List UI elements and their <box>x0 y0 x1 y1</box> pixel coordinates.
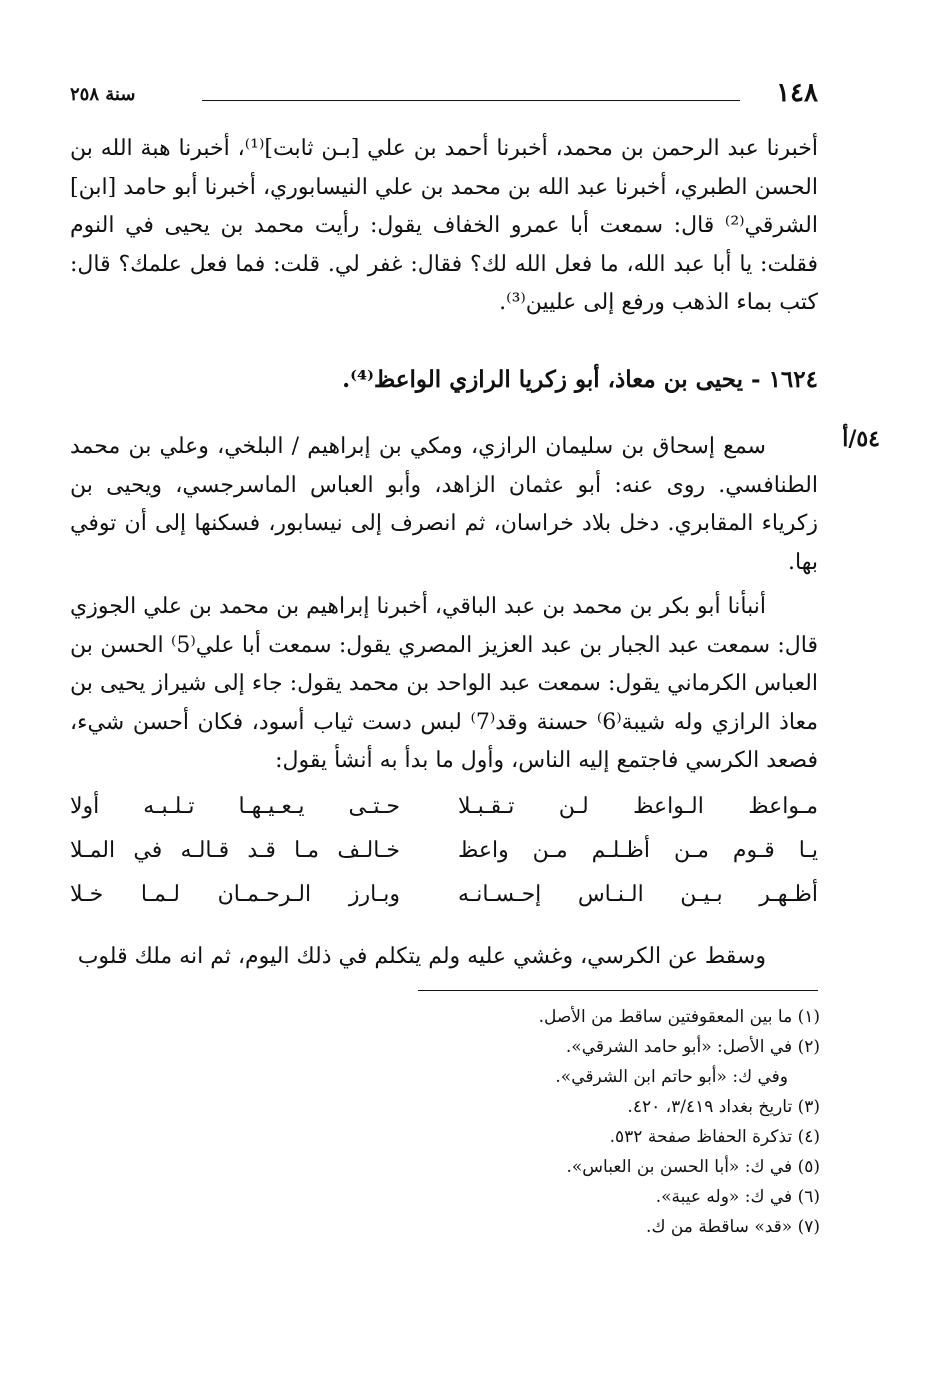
footnotes <box>300 1002 820 1242</box>
footnote: (٧) «قد» ساقطة من ك. <box>646 1217 820 1237</box>
footnote: (٤) تذكرة الحفاظ صفحة ٥٣٢. <box>609 1127 820 1147</box>
verse-second-hemistich: وبـارز الـرحـمـان لـمـا خـلا <box>70 882 400 907</box>
paragraph-2-text: سمع إسحاق بن سليمان الرازي، ومكي بن إبراهيم / البلخي، وعلي بن محمد الطنافسي. روى عنه: أبو عثمان الزاهد، وأبو العباس الماسرجسي، ويحيى بن زكرياء المقابري. دخل بلاد خراسان، ثم انصرف إلى نيسابور، فسكنها إلى أن توفي بها. <box>70 434 818 575</box>
footnote: (١) ما بين المعقوفتين ساقط من الأصل. <box>538 1007 820 1027</box>
verse-line <box>70 794 818 838</box>
paragraph-3-text: أنبأنا أبو بكر بن محمد بن عبد الباقي، أخبرنا إبراهيم بن محمد بن علي الجوزي قال: سمعت عبد الجبار بن عبد العزيز المصري يقول: سمعت أبا علي⁽5⁾ الحسن بن العباس الكرماني يقول: سمعت عبد الواحد بن محمد يقول: جاء إلى شيراز يحيى بن معاذ الرازي وله شيبة⁽6⁾ حسنة وقد⁽7⁾ لبس دست ثياب أسود، فكان أحسن شيء، فصعد الكرسي فاجتمع إليه الناس، وأول ما بدأ به أنشأ يقول: <box>70 594 819 773</box>
footnote: (٢) في الأصل: «أبو حامد الشرقي». <box>565 1037 820 1057</box>
footnote: (٦) في ك: «وله عيبة». <box>655 1187 820 1207</box>
footnote-continuation: وفي ك: «أبو حاتم ابن الشرقي». <box>555 1067 788 1087</box>
manuscript-folio-ref: ٥٤/أ <box>842 426 880 452</box>
verse-second-hemistich: حـتـى يـعـيـهـا تـلـبـه أولا <box>70 794 400 819</box>
verse-first-hemistich: أظـهـر بـيـن الـنـاس إحـسـانـه <box>458 882 818 907</box>
entry-title: ١٦٢٤ - يحيى بن معاذ، أبو زكريا الرازي الواعظ⁽⁴⁾. <box>342 366 818 393</box>
verse-line <box>70 838 818 882</box>
verse-first-hemistich: يـا قـوم مـن أظـلـم مـن واعظ <box>458 838 818 863</box>
header-rule <box>202 100 740 101</box>
footnote-separator <box>418 990 818 991</box>
page-header <box>70 78 818 112</box>
running-head: سنة ٢٥٨ <box>70 84 136 105</box>
verse-line <box>70 882 818 926</box>
verse-first-hemistich: مـواعظ الـواعظ لـن تـقـبـلا <box>458 794 818 819</box>
footnote: (٣) تاريخ بغداد ٣/٤١٩، ٤٢٠. <box>627 1097 820 1117</box>
poem <box>70 794 818 926</box>
paragraph-4-text: وسقط عن الكرسي، وغشي عليه ولم يتكلم في ذلك اليوم، ثم انه ملك قلوب <box>77 944 766 969</box>
page-number: ١٤٨ <box>776 78 818 108</box>
paragraph-4 <box>70 938 818 977</box>
paragraph-3 <box>70 588 818 781</box>
verse-second-hemistich: خـالـف مـا قـد قـالـه في المـلا <box>70 838 400 863</box>
footnote: (٥) في ك: «أبا الحسن بن العباس». <box>566 1157 820 1177</box>
paragraph-2 <box>70 428 818 582</box>
paragraph-1: أخبرنا عبد الرحمن بن محمد، أخبرنا أحمد بن علي [بـن ثابت]⁽¹⁾، أخبرنا هبة الله بن الحسن الطبري، أخبرنا عبد الله بن محمد بن علي النيسابوري، أخبرنا أبو حامد [ابن] الشرقي⁽²⁾ قال: سمعت أبا عمرو الخفاف يقول: رأيت محمد بن يحيى في النوم فقلت: يا أبا عبد الله، ما فعل الله لك؟ فقال: غفر لي. قلت: فما فعل علمك؟ قال: كتب بماء الذهب ورفع إلى عليين⁽³⁾. <box>70 136 818 315</box>
